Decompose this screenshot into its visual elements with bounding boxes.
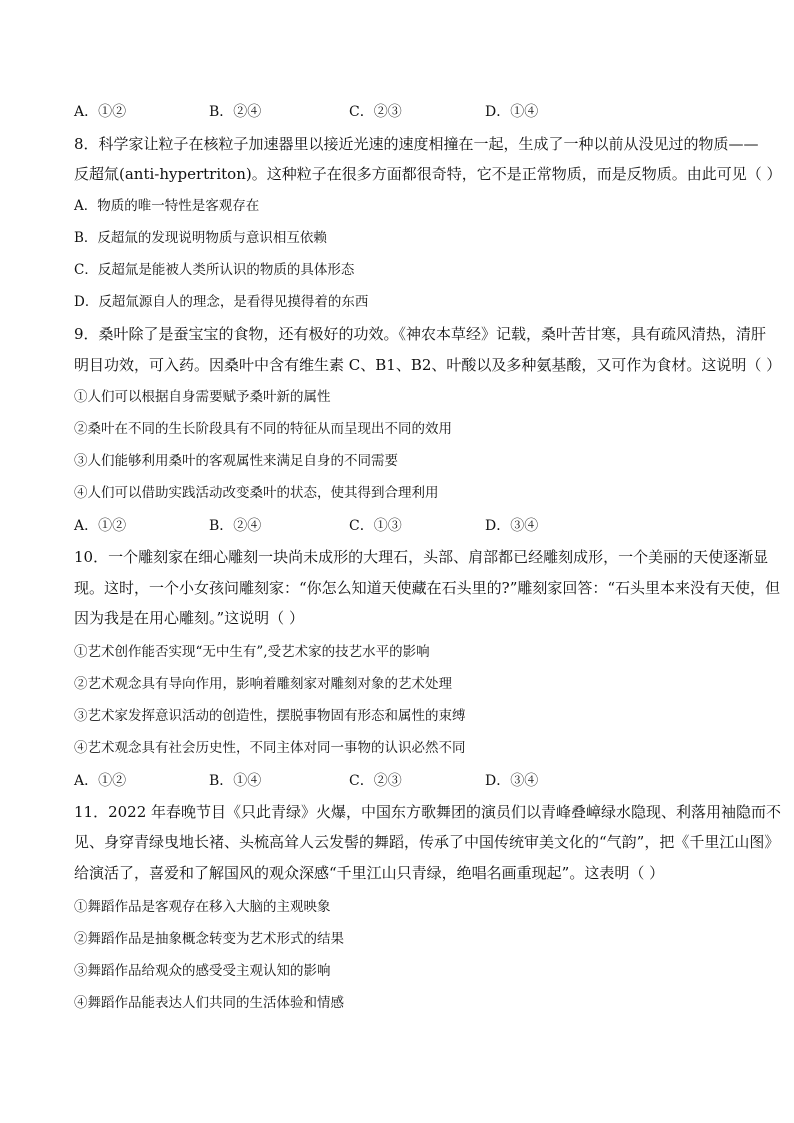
q10-stem-line-1: 10．一个雕刻家在细心雕刻一块尚未成形的大理石，头部、肩部都已经雕刻成形，一个美丽的天使逐渐显 [74, 548, 769, 566]
q7-choice-d: D．①④ [485, 104, 539, 120]
q11-statement-3: ③舞蹈作品给观众的感受受主观认知的影响 [74, 963, 331, 979]
q7-choice-b: B．②④ [209, 104, 262, 120]
q10-choice-c: C．②③ [349, 773, 402, 789]
q8-stem-line-1: 8．科学家让粒子在核粒子加速器里以接近光速的速度相撞在一起，生成了一种以前从没见过的物质—— [74, 135, 759, 153]
q10-statement-3: ③艺术家发挥意识活动的创造性，摆脱事物固有形态和属性的束缚 [74, 708, 466, 724]
q11-statement-2: ②舞蹈作品是抽象概念转变为艺术形式的结果 [74, 931, 344, 947]
q9-choice-a: A．①② [74, 518, 127, 534]
q9-stem-line-1: 9．桑叶除了是蚕宝宝的食物，还有极好的功效。《神农本草经》记载，桑叶苦甘寒，具有疏风清热，清肝 [74, 325, 767, 343]
q9-statement-3: ③人们能够利用桑叶的客观属性来满足自身的不同需要 [74, 453, 398, 469]
q10-choice-a: A．①② [74, 773, 127, 789]
q11-stem-line-3: 给演活了，喜爱和了解国风的观众深感“千里江山只青绿，绝唱名画重现起”。这表明（ ） [74, 864, 665, 882]
q10-statement-2: ②艺术观念具有导向作用，影响着雕刻家对雕刻对象的艺术处理 [74, 676, 452, 692]
q9-choice-d: D．③④ [485, 518, 539, 534]
q8-option-b: B．反超氚的发现说明物质与意识相互依赖 [74, 230, 327, 246]
q9-statement-4: ④人们可以借助实践活动改变桑叶的状态，使其得到合理利用 [74, 485, 439, 501]
q8-option-d: D．反超氚源自人的理念，是看得见摸得着的东西 [74, 294, 369, 310]
q11-stem-line-1: 11．2022 年春晚节目《只此青绿》火爆，中国东方歌舞团的演员们以青峰叠嶂绿水隐现、利落用袖隐而不 [74, 803, 782, 821]
q11-stem-line-2: 见、身穿青绿曳地长褚、头梳高耸人云发髻的舞蹈，传承了中国传统审美文化的“气韵”，把《千里江山图》 [74, 833, 780, 851]
q11-statement-4: ④舞蹈作品能表达人们共同的生活体验和情感 [74, 995, 344, 1011]
q10-statement-1: ①艺术创作能否实现“无中生有”,受艺术家的技艺水平的影响 [74, 644, 430, 660]
q10-stem-line-2: 现。这时，一个小女孩问雕刻家：“你怎么知道天使藏在石头里的?”雕刻家回答：“石头里本来没有天使，但 [74, 579, 781, 597]
q9-statement-2: ②桑叶在不同的生长阶段具有不同的特征从而呈现出不同的效用 [74, 421, 452, 437]
q9-statement-1: ①人们可以根据自身需要赋予桑叶新的属性 [74, 389, 331, 405]
q8-stem-line-2: 反超氚(anti-hypertriton)。这种粒子在很多方面都很奇特，它不是正常物质，而是反物质。由此可见（ ） [74, 165, 782, 183]
q9-choice-b: B．②④ [209, 518, 262, 534]
q9-stem-line-2: 明目功效，可入药。因桑叶中含有维生素 C、B1、B2、叶酸以及多种氨基酸，又可作为食材。这说明（ ） [74, 356, 782, 374]
q8-option-c: C．反超氚是能被人类所认识的物质的具体形态 [74, 262, 355, 278]
q10-statement-4: ④艺术观念具有社会历史性，不同主体对同一事物的认识必然不同 [74, 740, 466, 756]
q10-stem-line-3: 因为我是在用心雕刻。”这说明（ ） [74, 609, 304, 627]
q9-choices [74, 515, 734, 535]
q11-statement-1: ①舞蹈作品是客观存在移入大脑的主观映象 [74, 899, 331, 915]
q7-choices [74, 101, 734, 121]
q10-choices [74, 770, 734, 790]
q8-option-a: A．物质的唯一特性是客观存在 [74, 198, 260, 214]
q9-choice-c: C．①③ [349, 518, 402, 534]
q7-choice-c: C．②③ [349, 104, 402, 120]
q7-choice-a: A．①② [74, 104, 127, 120]
q10-choice-b: B．①④ [209, 773, 262, 789]
q10-choice-d: D．③④ [485, 773, 539, 789]
